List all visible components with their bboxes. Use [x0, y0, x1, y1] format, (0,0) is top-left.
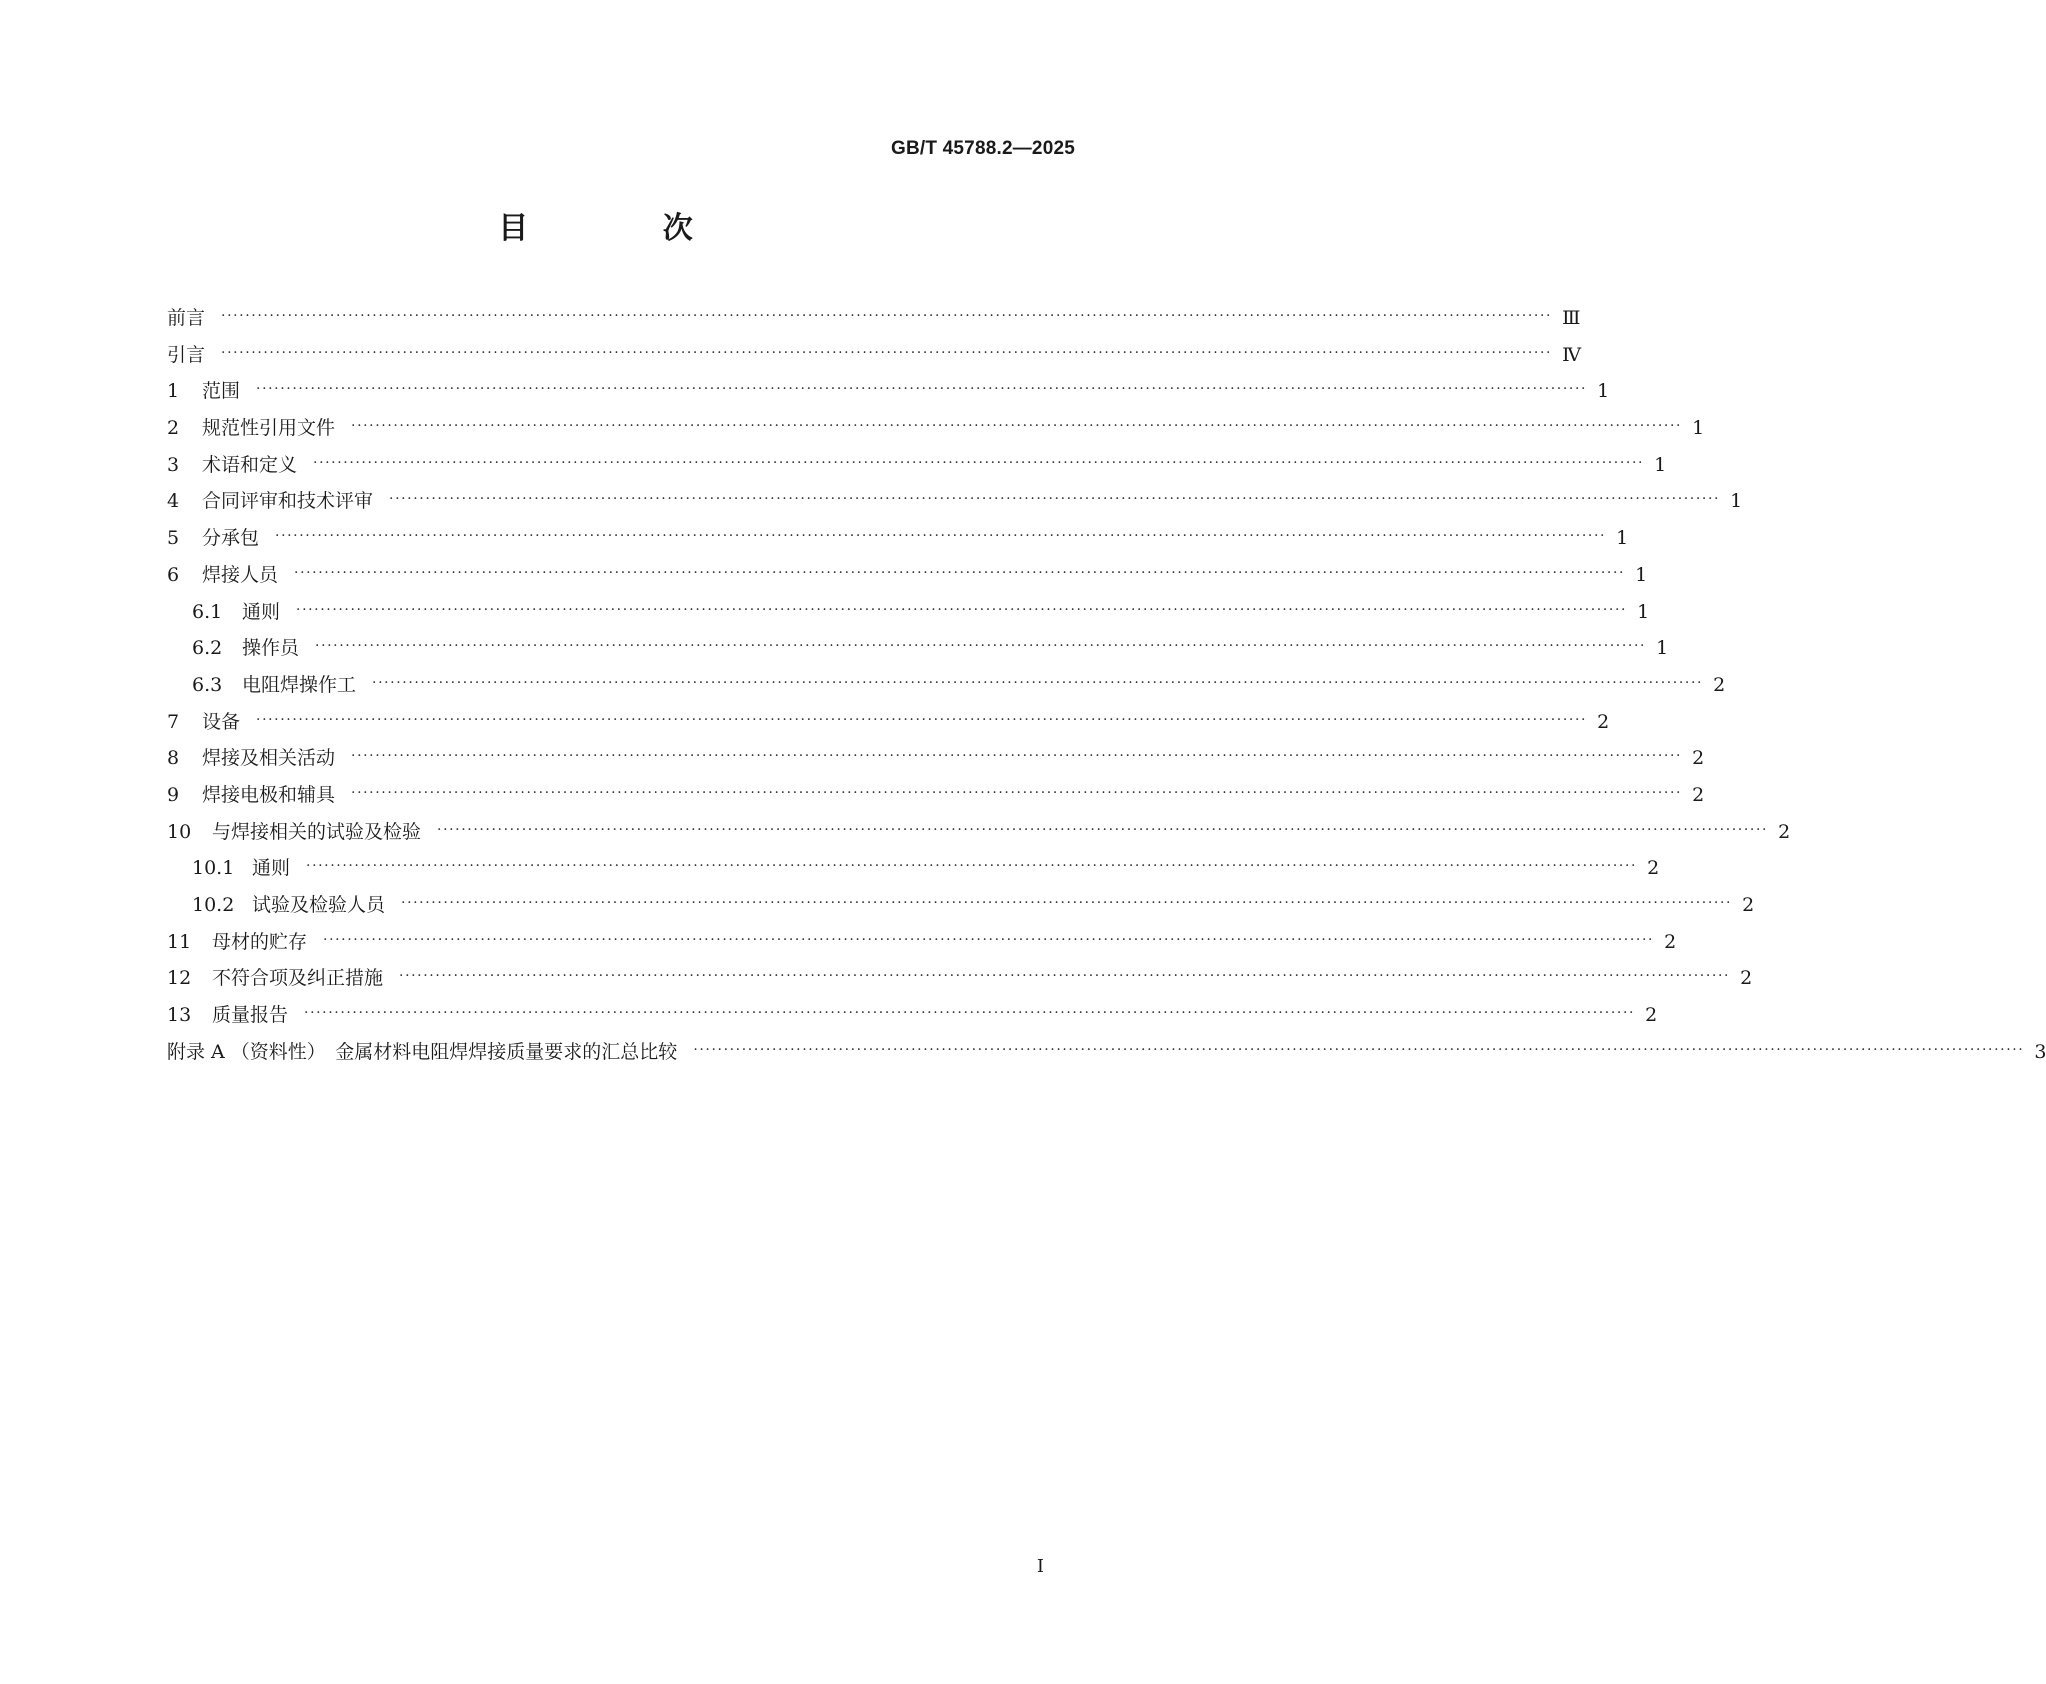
toc-entry-number: 6.1	[192, 600, 223, 623]
toc-dot-leader: ····························································································································································································································	[399, 968, 1731, 985]
toc-entry[interactable]	[167, 413, 1705, 450]
toc-dot-leader: ····························································································································································································································	[437, 821, 1769, 838]
toc-entry[interactable]	[167, 560, 1648, 597]
toc-dot-leader: ····························································································································································································································	[351, 748, 1683, 765]
toc-entry-page: 2	[1647, 857, 1660, 880]
toc-entry[interactable]	[167, 633, 1669, 670]
toc-entry[interactable]	[167, 523, 1629, 560]
toc-entry-number: 10.1	[192, 857, 235, 880]
toc-entry-number: 4	[167, 490, 180, 513]
toc-entry-page: 1	[1616, 527, 1629, 550]
toc-entry-page: 2	[1664, 930, 1677, 953]
toc-entry-page: 2	[1692, 783, 1705, 806]
toc-dot-leader: ····························································································································································································································	[313, 454, 1645, 471]
toc-entry-page: 1	[1656, 637, 1669, 660]
toc-entry-number: 13	[167, 1004, 192, 1027]
toc-dot-leader: ····························································································································································································································	[294, 564, 1626, 581]
toc-entry[interactable]	[167, 340, 1582, 377]
toc-entry-page: 2	[1597, 710, 1610, 733]
standard-number: GB/T 45788.2—2025	[890, 138, 1075, 159]
toc-entry-page: 2	[1742, 894, 1755, 916]
toc-dot-leader: ····························································································································································································································	[323, 931, 1655, 948]
toc-entry[interactable]	[167, 1000, 1658, 1037]
toc-entry-page: 2	[1645, 1004, 1658, 1027]
toc-entry-page: 1	[1692, 417, 1705, 440]
toc-entry-page: 1	[1730, 490, 1743, 513]
toc-entry-page: 2	[1778, 820, 1791, 843]
toc-entry-title: 通则	[252, 857, 291, 880]
toc-entry-number: 6.3	[192, 673, 223, 696]
toc-entry-number: 1	[167, 380, 180, 403]
page-title: 目 次	[498, 211, 755, 246]
toc-entry-page: 1	[1654, 453, 1667, 476]
toc-dot-leader: ····························································································································································································································	[693, 1041, 2025, 1058]
toc-entry-title: 焊接及相关活动	[202, 747, 336, 770]
toc-dot-leader: ····························································································································································································································	[372, 674, 1704, 691]
toc-dot-leader: ····························································································································································································································	[401, 895, 1733, 911]
toc-entry-title: 质量报告	[212, 1004, 289, 1027]
toc-entry-number: 3	[167, 453, 180, 476]
toc-dot-leader: ····························································································································································································································	[221, 344, 1553, 361]
toc-dot-leader: ····························································································································································································································	[256, 711, 1588, 728]
toc-entry-page: 1	[1635, 563, 1648, 586]
toc-entry-number: 6	[167, 563, 180, 586]
toc-entry[interactable]	[167, 780, 1705, 817]
toc-entry-page: 2	[1692, 747, 1705, 770]
toc-entry-title: 试验及检验人员	[252, 894, 386, 916]
toc-entry-title: 前言	[167, 307, 206, 329]
toc-entry-title: 不符合项及纠正措施	[212, 967, 384, 990]
toc-entry-page: 2	[1713, 673, 1726, 696]
toc-entry[interactable]	[167, 670, 1726, 707]
table-of-contents	[167, 303, 2046, 1073]
toc-dot-leader: ····························································································································································································································	[306, 858, 1638, 875]
toc-dot-leader: ····························································································································································································································	[221, 308, 1553, 324]
toc-entry-title: 通则	[242, 600, 281, 623]
toc-entry-title: 合同评审和技术评审	[202, 490, 374, 513]
toc-entry-number: 5	[167, 527, 180, 550]
toc-entry-number: 10.2	[192, 894, 235, 916]
toc-entry-title: 范围	[202, 380, 241, 403]
toc-entry-title: 焊接电极和辅具	[202, 783, 336, 806]
toc-entry[interactable]	[167, 1037, 2046, 1074]
toc-entry-number: 6.2	[192, 637, 223, 660]
toc-entry-number: 8	[167, 747, 180, 770]
toc-entry-number: 9	[167, 783, 180, 806]
toc-dot-leader: ····························································································································································································································	[256, 381, 1588, 398]
toc-entry[interactable]	[167, 927, 1677, 964]
toc-entry-page: Ⅲ	[1562, 307, 1581, 329]
toc-entry-page: 3	[2034, 1040, 2046, 1063]
toc-entry-number: 7	[167, 710, 180, 733]
toc-entry[interactable]	[167, 743, 1705, 780]
toc-entry[interactable]	[167, 853, 1660, 890]
toc-entry[interactable]	[167, 303, 1581, 340]
toc-entry-number: 11	[167, 930, 192, 953]
toc-entry[interactable]	[167, 486, 1743, 523]
toc-entry-title: 电阻焊操作工	[242, 673, 357, 696]
toc-entry-number: 12	[167, 967, 192, 990]
toc-dot-leader: ····························································································································································································································	[304, 1005, 1636, 1022]
toc-dot-leader: ····························································································································································································································	[351, 784, 1683, 801]
toc-entry[interactable]	[167, 963, 1753, 1000]
toc-entry-page: Ⅳ	[1562, 343, 1582, 366]
toc-entry[interactable]	[167, 597, 1650, 634]
toc-entry-page: 2	[1740, 967, 1753, 990]
toc-entry-title: 与焊接相关的试验及检验	[212, 820, 422, 843]
toc-entry[interactable]	[167, 450, 1667, 487]
toc-dot-leader: ····························································································································································································································	[389, 491, 1721, 508]
toc-entry-title: 分承包	[202, 527, 260, 550]
toc-entry-title: 附录 A （资料性） 金属材料电阻焊焊接质量要求的汇总比较	[167, 1040, 678, 1063]
toc-entry-title: 术语和定义	[202, 453, 298, 476]
toc-entry[interactable]	[167, 817, 1791, 854]
toc-entry-page: 1	[1637, 600, 1650, 623]
toc-entry[interactable]	[167, 707, 1610, 744]
toc-dot-leader: ····························································································································································································································	[315, 638, 1647, 655]
toc-entry-number: 2	[167, 417, 180, 440]
toc-entry-title: 焊接人员	[202, 563, 279, 586]
toc-entry-title: 操作员	[242, 637, 300, 660]
toc-entry-title: 规范性引用文件	[202, 417, 336, 440]
toc-entry[interactable]	[167, 376, 1610, 413]
toc-entry-title: 引言	[167, 343, 206, 366]
toc-entry-title: 母材的贮存	[212, 930, 308, 953]
toc-entry-number: 10	[167, 820, 192, 843]
page-number: Ⅰ	[1036, 1556, 1044, 1577]
toc-entry-title: 设备	[202, 710, 241, 733]
toc-dot-leader: ····························································································································································································································	[296, 601, 1628, 618]
toc-dot-leader: ····························································································································································································································	[275, 528, 1607, 545]
toc-entry[interactable]	[167, 890, 1755, 927]
toc-dot-leader: ····························································································································································································································	[351, 418, 1683, 435]
toc-entry-page: 1	[1597, 380, 1610, 403]
